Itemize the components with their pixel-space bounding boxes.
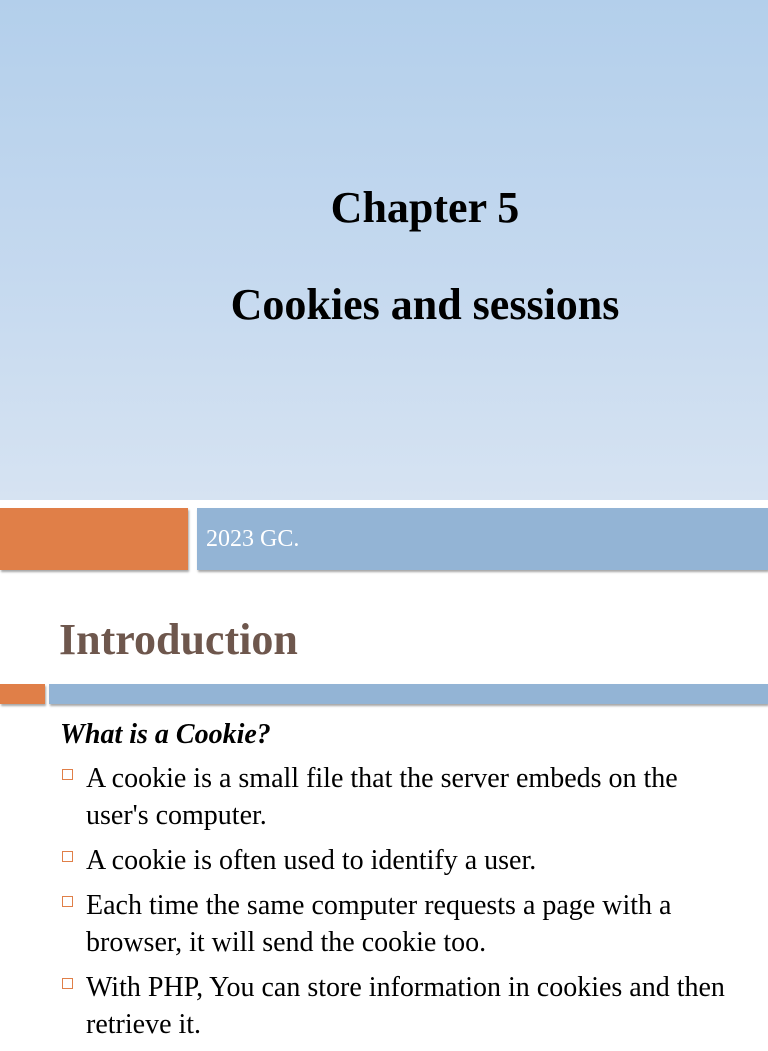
accent-orange-bar [0,684,45,704]
bullet-text: With PHP, You can store information in cookies and then retrieve it. [86,972,725,1040]
chapter-title: Chapter 5 [330,183,520,232]
bullet-text: A cookie is a small file that the server embeds on the user's computer. [86,763,678,831]
list-item [60,842,740,879]
accent-orange-block [0,508,188,570]
slide-title: Introduction [59,615,298,664]
hollow-square-bullet-icon [62,851,73,862]
bullet-list [60,760,740,1051]
bullet-text: A cookie is often used to identify a user. [86,845,537,876]
title-slide-background [0,0,768,500]
bullet-text: Each time the same computer requests a page with a browser, it will send the cookie too. [86,890,672,958]
introduction-slide [0,588,768,1040]
chapter-subtitle: Cookies and sessions [230,280,620,329]
list-item [60,760,740,834]
hollow-square-bullet-icon [62,978,73,989]
list-item [60,887,740,961]
year-label: 2023 GC. [206,526,300,552]
accent-blue-bar [49,684,768,704]
list-item [60,969,740,1043]
hollow-square-bullet-icon [62,896,73,907]
accent-blue-band [197,508,768,570]
hollow-square-bullet-icon [62,769,73,780]
section-subheading: What is a Cookie? [60,719,271,750]
